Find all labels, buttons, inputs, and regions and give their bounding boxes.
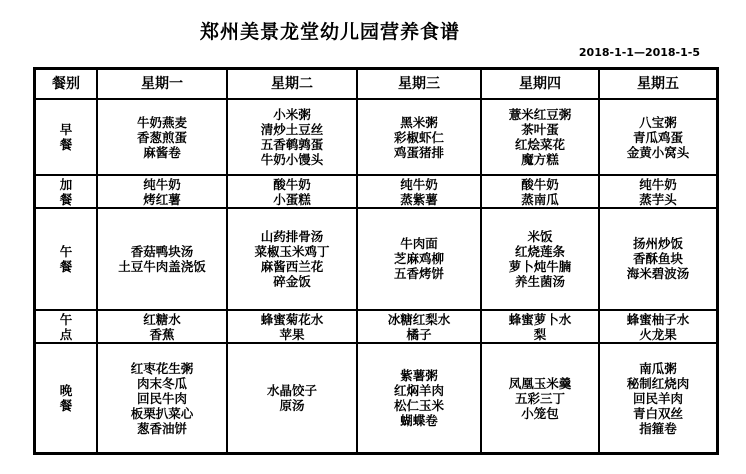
dish-item: 香葱煎蛋 bbox=[136, 129, 187, 145]
dish-item: 肉末冬瓜 bbox=[136, 375, 187, 391]
menu-cell bbox=[97, 208, 227, 311]
dish-item: 薏米红豆粥 bbox=[508, 107, 572, 123]
dish-item: 茶叶蛋 bbox=[521, 122, 559, 138]
dish-item: 回民牛肉 bbox=[136, 390, 187, 406]
table-row bbox=[35, 343, 717, 453]
menu-cell bbox=[357, 208, 481, 311]
dish-item: 香菇鸭块汤 bbox=[130, 243, 194, 259]
dish-item: 指箍卷 bbox=[639, 420, 677, 436]
menu-cell bbox=[357, 310, 481, 343]
table-row bbox=[35, 99, 717, 175]
meal-label-char: 加 bbox=[59, 176, 73, 192]
dish-item: 紫薯粥 bbox=[400, 368, 438, 384]
menu-cell bbox=[599, 310, 717, 343]
dish-item: 烤红薯 bbox=[143, 191, 181, 207]
dish-item: 麻酱卷 bbox=[143, 144, 181, 160]
dish-item: 纯牛奶 bbox=[143, 176, 181, 192]
dish-item: 冰糖红梨水 bbox=[387, 311, 451, 327]
dish-item: 小笼包 bbox=[521, 405, 559, 421]
menu-cell bbox=[97, 99, 227, 175]
dish-item: 小米粥 bbox=[273, 107, 311, 123]
dish-item: 米饭 bbox=[527, 228, 553, 244]
header-day: 星期二 bbox=[227, 69, 357, 99]
dish-item: 橘子 bbox=[406, 326, 432, 342]
dish-item: 小蛋糕 bbox=[273, 191, 311, 207]
table-row bbox=[35, 310, 717, 343]
meal-label-char: 午 bbox=[59, 311, 73, 327]
dish-item: 松仁玉米 bbox=[393, 398, 444, 414]
dish-item: 牛肉面 bbox=[400, 236, 438, 252]
menu-cell bbox=[97, 175, 227, 207]
menu-cell bbox=[357, 99, 481, 175]
menu-cell bbox=[227, 99, 357, 175]
dish-item: 红烩菜花 bbox=[514, 137, 565, 153]
dish-item: 五香鹌鹑蛋 bbox=[260, 137, 324, 153]
dish-item: 酸牛奶 bbox=[273, 176, 311, 192]
dish-item: 梨 bbox=[533, 326, 547, 342]
header-row bbox=[35, 69, 717, 99]
dish-item: 蜂蜜柚子水 bbox=[626, 311, 690, 327]
dish-item: 青白双丝 bbox=[632, 405, 683, 421]
dish-item: 五彩三丁 bbox=[514, 390, 565, 406]
header-day: 星期五 bbox=[599, 69, 717, 99]
menu-cell bbox=[97, 343, 227, 453]
dish-item: 香蕉 bbox=[149, 326, 175, 342]
dish-item: 回民羊肉 bbox=[632, 390, 683, 406]
dish-item: 水晶饺子 bbox=[266, 383, 317, 399]
meal-label-char: 午 bbox=[59, 243, 73, 259]
dish-item: 蜂蜜菊花水 bbox=[260, 311, 324, 327]
meal-label-char: 餐 bbox=[59, 398, 73, 414]
menu-cell bbox=[599, 99, 717, 175]
dish-item: 菜椒玉米鸡丁 bbox=[254, 243, 330, 259]
dish-item: 五香烤饼 bbox=[393, 266, 444, 282]
header-day: 星期四 bbox=[481, 69, 599, 99]
menu-cell bbox=[481, 175, 599, 207]
menu-cell bbox=[599, 175, 717, 207]
dish-item: 火龙果 bbox=[639, 326, 677, 342]
dish-item: 清炒土豆丝 bbox=[260, 122, 324, 138]
meal-label-char: 晚 bbox=[59, 383, 73, 399]
menu-cell bbox=[481, 310, 599, 343]
dish-item: 山药排骨汤 bbox=[260, 228, 324, 244]
dish-item: 红枣花生粥 bbox=[130, 360, 194, 376]
meal-label bbox=[35, 99, 97, 175]
dish-item: 碎金饭 bbox=[273, 273, 311, 289]
menu-cell bbox=[599, 343, 717, 453]
dish-item: 红烧莲条 bbox=[514, 243, 565, 259]
dish-item: 秘制红烧肉 bbox=[626, 375, 690, 391]
dish-item: 鸡蛋猪排 bbox=[393, 144, 444, 160]
menu-cell bbox=[227, 343, 357, 453]
dish-item: 养生菌汤 bbox=[514, 273, 565, 289]
dish-item: 麻酱西兰花 bbox=[260, 258, 324, 274]
menu-cell bbox=[357, 175, 481, 207]
dish-item: 葱香油饼 bbox=[136, 420, 187, 436]
dish-item: 八宝粥 bbox=[639, 114, 677, 130]
dish-item: 香酥鱼块 bbox=[632, 251, 683, 267]
dish-item: 蒸南瓜 bbox=[521, 191, 559, 207]
menu-table bbox=[33, 67, 719, 455]
dish-item: 酸牛奶 bbox=[521, 176, 559, 192]
dish-item: 牛奶燕麦 bbox=[136, 114, 187, 130]
menu-cell bbox=[227, 175, 357, 207]
header-day: 星期一 bbox=[97, 69, 227, 99]
dish-item: 芝麻鸡柳 bbox=[393, 251, 444, 267]
menu-cell bbox=[357, 343, 481, 453]
meal-label-char: 餐 bbox=[59, 191, 73, 207]
meal-label bbox=[35, 175, 97, 207]
dish-item: 扬州炒饭 bbox=[632, 236, 683, 252]
dish-item: 蜂蜜萝卜水 bbox=[508, 311, 572, 327]
dish-item: 彩椒虾仁 bbox=[393, 129, 444, 145]
meal-label bbox=[35, 310, 97, 343]
dish-item: 蒸紫薯 bbox=[400, 191, 438, 207]
meal-label-char: 餐 bbox=[59, 137, 73, 153]
menu-cell bbox=[481, 99, 599, 175]
date-range: 2018-1-1—2018-1-5 bbox=[578, 46, 700, 59]
menu-cell bbox=[97, 310, 227, 343]
dish-item: 海米碧波汤 bbox=[626, 266, 690, 282]
dish-item: 金黄小窝头 bbox=[626, 144, 690, 160]
dish-item: 原汤 bbox=[279, 398, 305, 414]
dish-item: 蒸芋头 bbox=[639, 191, 677, 207]
meal-label-char: 点 bbox=[59, 326, 73, 342]
meal-label-char: 早 bbox=[59, 122, 73, 138]
menu-cell bbox=[481, 343, 599, 453]
dish-item: 土豆牛肉盖浇饭 bbox=[118, 258, 206, 274]
dish-item: 黑米粥 bbox=[400, 114, 438, 130]
dish-item: 萝卜炖牛腩 bbox=[508, 258, 572, 274]
header-day: 星期三 bbox=[357, 69, 481, 99]
menu-cell bbox=[227, 310, 357, 343]
dish-item: 纯牛奶 bbox=[400, 176, 438, 192]
menu-cell bbox=[481, 208, 599, 311]
menu-cell bbox=[227, 208, 357, 311]
table-row bbox=[35, 208, 717, 311]
table-row bbox=[35, 175, 717, 207]
meal-label bbox=[35, 343, 97, 453]
dish-item: 红糖水 bbox=[143, 311, 181, 327]
dish-item: 凤凰玉米羹 bbox=[508, 375, 572, 391]
header-meal: 餐别 bbox=[35, 69, 97, 99]
dish-item: 蝴蝶卷 bbox=[400, 413, 438, 429]
dish-item: 红焖羊肉 bbox=[393, 383, 444, 399]
dish-item: 牛奶小馒头 bbox=[260, 152, 324, 168]
dish-item: 纯牛奶 bbox=[639, 176, 677, 192]
dish-item: 南瓜粥 bbox=[639, 360, 677, 376]
dish-item: 青瓜鸡蛋 bbox=[632, 129, 683, 145]
page-title: 郑州美景龙堂幼儿园营养食谱 bbox=[199, 21, 460, 43]
meal-label bbox=[35, 208, 97, 311]
meal-label-char: 餐 bbox=[59, 258, 73, 274]
dish-item: 苹果 bbox=[279, 326, 305, 342]
menu-cell bbox=[599, 208, 717, 311]
dish-item: 板栗扒菜心 bbox=[130, 405, 194, 421]
dish-item: 魔方糕 bbox=[521, 152, 559, 168]
